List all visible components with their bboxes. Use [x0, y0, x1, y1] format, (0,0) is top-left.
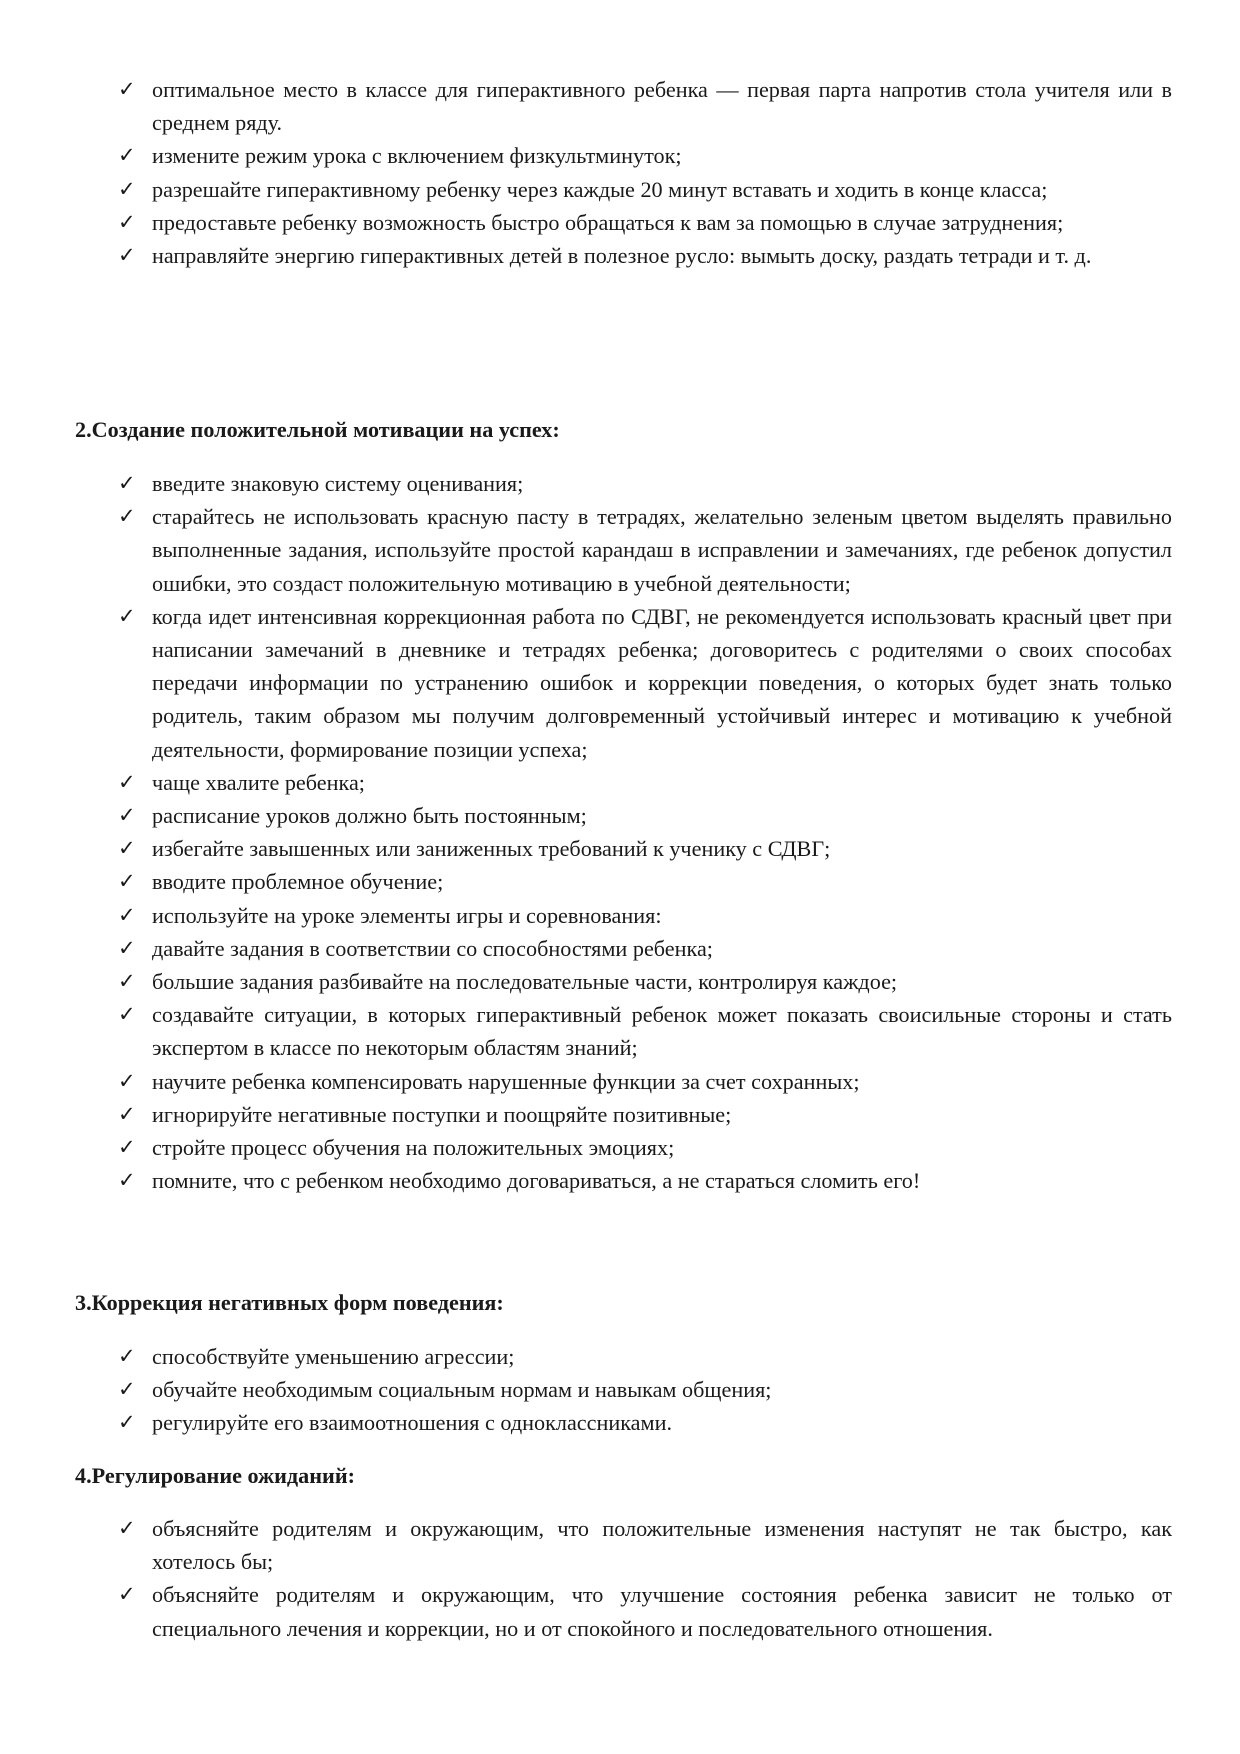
checkmark-icon: ✓ [118, 836, 136, 861]
checkmark-icon: ✓ [118, 1377, 136, 1402]
checkmark-icon: ✓ [118, 1516, 136, 1540]
list-item-text: давайте задания в соответствии со способностями ребенка; [152, 935, 713, 961]
checkmark-icon: ✓ [118, 869, 136, 894]
checkmark-icon: ✓ [118, 176, 136, 201]
checkmark-icon: ✓ [118, 935, 136, 960]
list-item-text: создавайте ситуации, в которых гиперактивный ребенок может показать своисильные стороны и стать экспертом в классе по некоторым областям знаний; [152, 1002, 1172, 1061]
list-item-text: введите знаковую систему оценивания; [152, 471, 524, 496]
list-item-text: обучайте необходимым социальным нормам и навыкам общения; [152, 1377, 772, 1403]
list-item [118, 1065, 1172, 1098]
list-item [118, 865, 1172, 898]
section-heading-motivation: 2.Создание положительной мотивации на успех: [75, 417, 560, 442]
list-item [118, 1578, 1172, 1644]
intro-list [118, 73, 1172, 272]
behavior-list [118, 1340, 1172, 1440]
list-item [118, 1512, 1172, 1578]
list-item-text: предоставьте ребенку возможность быстро обращаться к вам за помощью в случае затруднения; [152, 209, 1064, 235]
list-item [118, 206, 1172, 239]
list-item-text: объясняйте родителям и окружающим, что улучшение состояния ребенка зависит не только от специального лечения и коррекции, но и от спокойного и последовательного отношения. [152, 1582, 1172, 1641]
list-item [118, 899, 1172, 932]
checkmark-icon: ✓ [118, 209, 136, 234]
list-item-text: вводите проблемное обучение; [152, 869, 444, 895]
list-item [118, 1131, 1172, 1164]
checkmark-icon: ✓ [118, 1344, 136, 1368]
list-item [118, 965, 1172, 998]
list-item [118, 932, 1172, 965]
list-item [118, 1098, 1172, 1131]
list-item-text: измените режим урока с включением физкультминуток; [152, 143, 682, 169]
checkmark-icon: ✓ [118, 77, 136, 101]
checkmark-icon: ✓ [118, 1582, 136, 1607]
list-item-text: игнорируйте негативные поступки и поощряйте позитивные; [152, 1101, 732, 1127]
section-heading-expectations: 4.Регулирование ожиданий: [75, 1463, 355, 1488]
list-item [118, 173, 1172, 206]
checkmark-icon: ✓ [118, 603, 136, 628]
checkmark-icon: ✓ [118, 143, 136, 168]
checkmark-icon: ✓ [118, 769, 136, 794]
list-item [118, 600, 1172, 766]
checkmark-icon: ✓ [118, 504, 136, 529]
list-item-text: избегайте завышенных или заниженных требований к ученику с СДВГ; [152, 836, 831, 862]
list-item-text: научите ребенка компенсировать нарушенные функции за счет сохранных; [152, 1068, 860, 1094]
list-item-text: стройте процесс обучения на положительных эмоциях; [152, 1135, 675, 1161]
list-item-text: оптимальное место в классе для гиперактивного ребенка — первая парта напротив стола учителя или в среднем ряду. [152, 77, 1172, 136]
section-heading-behavior: 3.Коррекция негативных форм поведения: [75, 1290, 504, 1315]
checkmark-icon: ✓ [118, 1168, 136, 1193]
list-item [118, 1406, 1172, 1439]
list-item-text: разрешайте гиперактивному ребенку через каждые 20 минут вставать и ходить в конце класса; [152, 176, 1048, 202]
checkmark-icon: ✓ [118, 1068, 136, 1093]
list-item [118, 139, 1172, 172]
checkmark-icon: ✓ [118, 243, 136, 268]
checkmark-icon: ✓ [118, 969, 136, 994]
list-item-text: большие задания разбивайте на последовательные части, контролируя каждое; [152, 969, 898, 995]
checkmark-icon: ✓ [118, 1101, 136, 1126]
checkmark-icon: ✓ [118, 1002, 136, 1027]
checkmark-icon: ✓ [118, 1135, 136, 1160]
list-item [118, 766, 1172, 799]
list-item-text: когда идет интенсивная коррекционная работа по СДВГ, не рекомендуется использовать красный цвет при написании замечаний в дневнике и тетрадях ребенка; договоритесь с родителями о своих способах передачи информации по устранению ошибок и коррекции поведения, о которых будет знать только родитель, таким образом мы получим долговременный устойчивый интерес и мотивацию к учебной деятельности, формирование позиции успеха; [152, 603, 1172, 762]
list-item [118, 799, 1172, 832]
motivation-list [118, 467, 1172, 1197]
list-item [118, 998, 1172, 1064]
list-item [118, 500, 1172, 600]
list-item-text: используйте на уроке элементы игры и соревнования: [152, 902, 662, 928]
checkmark-icon: ✓ [118, 471, 136, 495]
list-item [118, 832, 1172, 865]
list-item-text: объясняйте родителям и окружающим, что положительные изменения наступят не так быстро, как хотелось бы; [152, 1516, 1172, 1575]
list-item-text: способствуйте уменьшению агрессии; [152, 1344, 515, 1369]
list-item-text: помните, что с ребенком необходимо договариваться, а не стараться сломить его! [152, 1168, 921, 1194]
list-item [118, 1164, 1172, 1197]
checkmark-icon: ✓ [118, 803, 136, 828]
list-item-text: расписание уроков должно быть постоянным; [152, 803, 587, 829]
list-item-text: старайтесь не использовать красную пасту в тетрадях, желательно зеленым цветом выделять правильно выполненные задания, используйте простой карандаш в исправлении и замечаниях, где ребенок допустил ошибки, это создаст положительную мотивацию в учебной деятельности; [152, 504, 1172, 596]
checkmark-icon: ✓ [118, 1410, 136, 1435]
list-item [118, 73, 1172, 139]
expectations-list [118, 1512, 1172, 1645]
list-item [118, 239, 1172, 272]
list-item-text: регулируйте его взаимоотношения с одноклассниками. [152, 1410, 672, 1436]
list-item-text: чаще хвалите ребенка; [152, 769, 365, 795]
checkmark-icon: ✓ [118, 902, 136, 927]
list-item [118, 1340, 1172, 1373]
list-item [118, 1373, 1172, 1406]
list-item-text: направляйте энергию гиперактивных детей в полезное русло: вымыть доску, раздать тетради и т. д. [152, 243, 1092, 269]
list-item [118, 467, 1172, 500]
